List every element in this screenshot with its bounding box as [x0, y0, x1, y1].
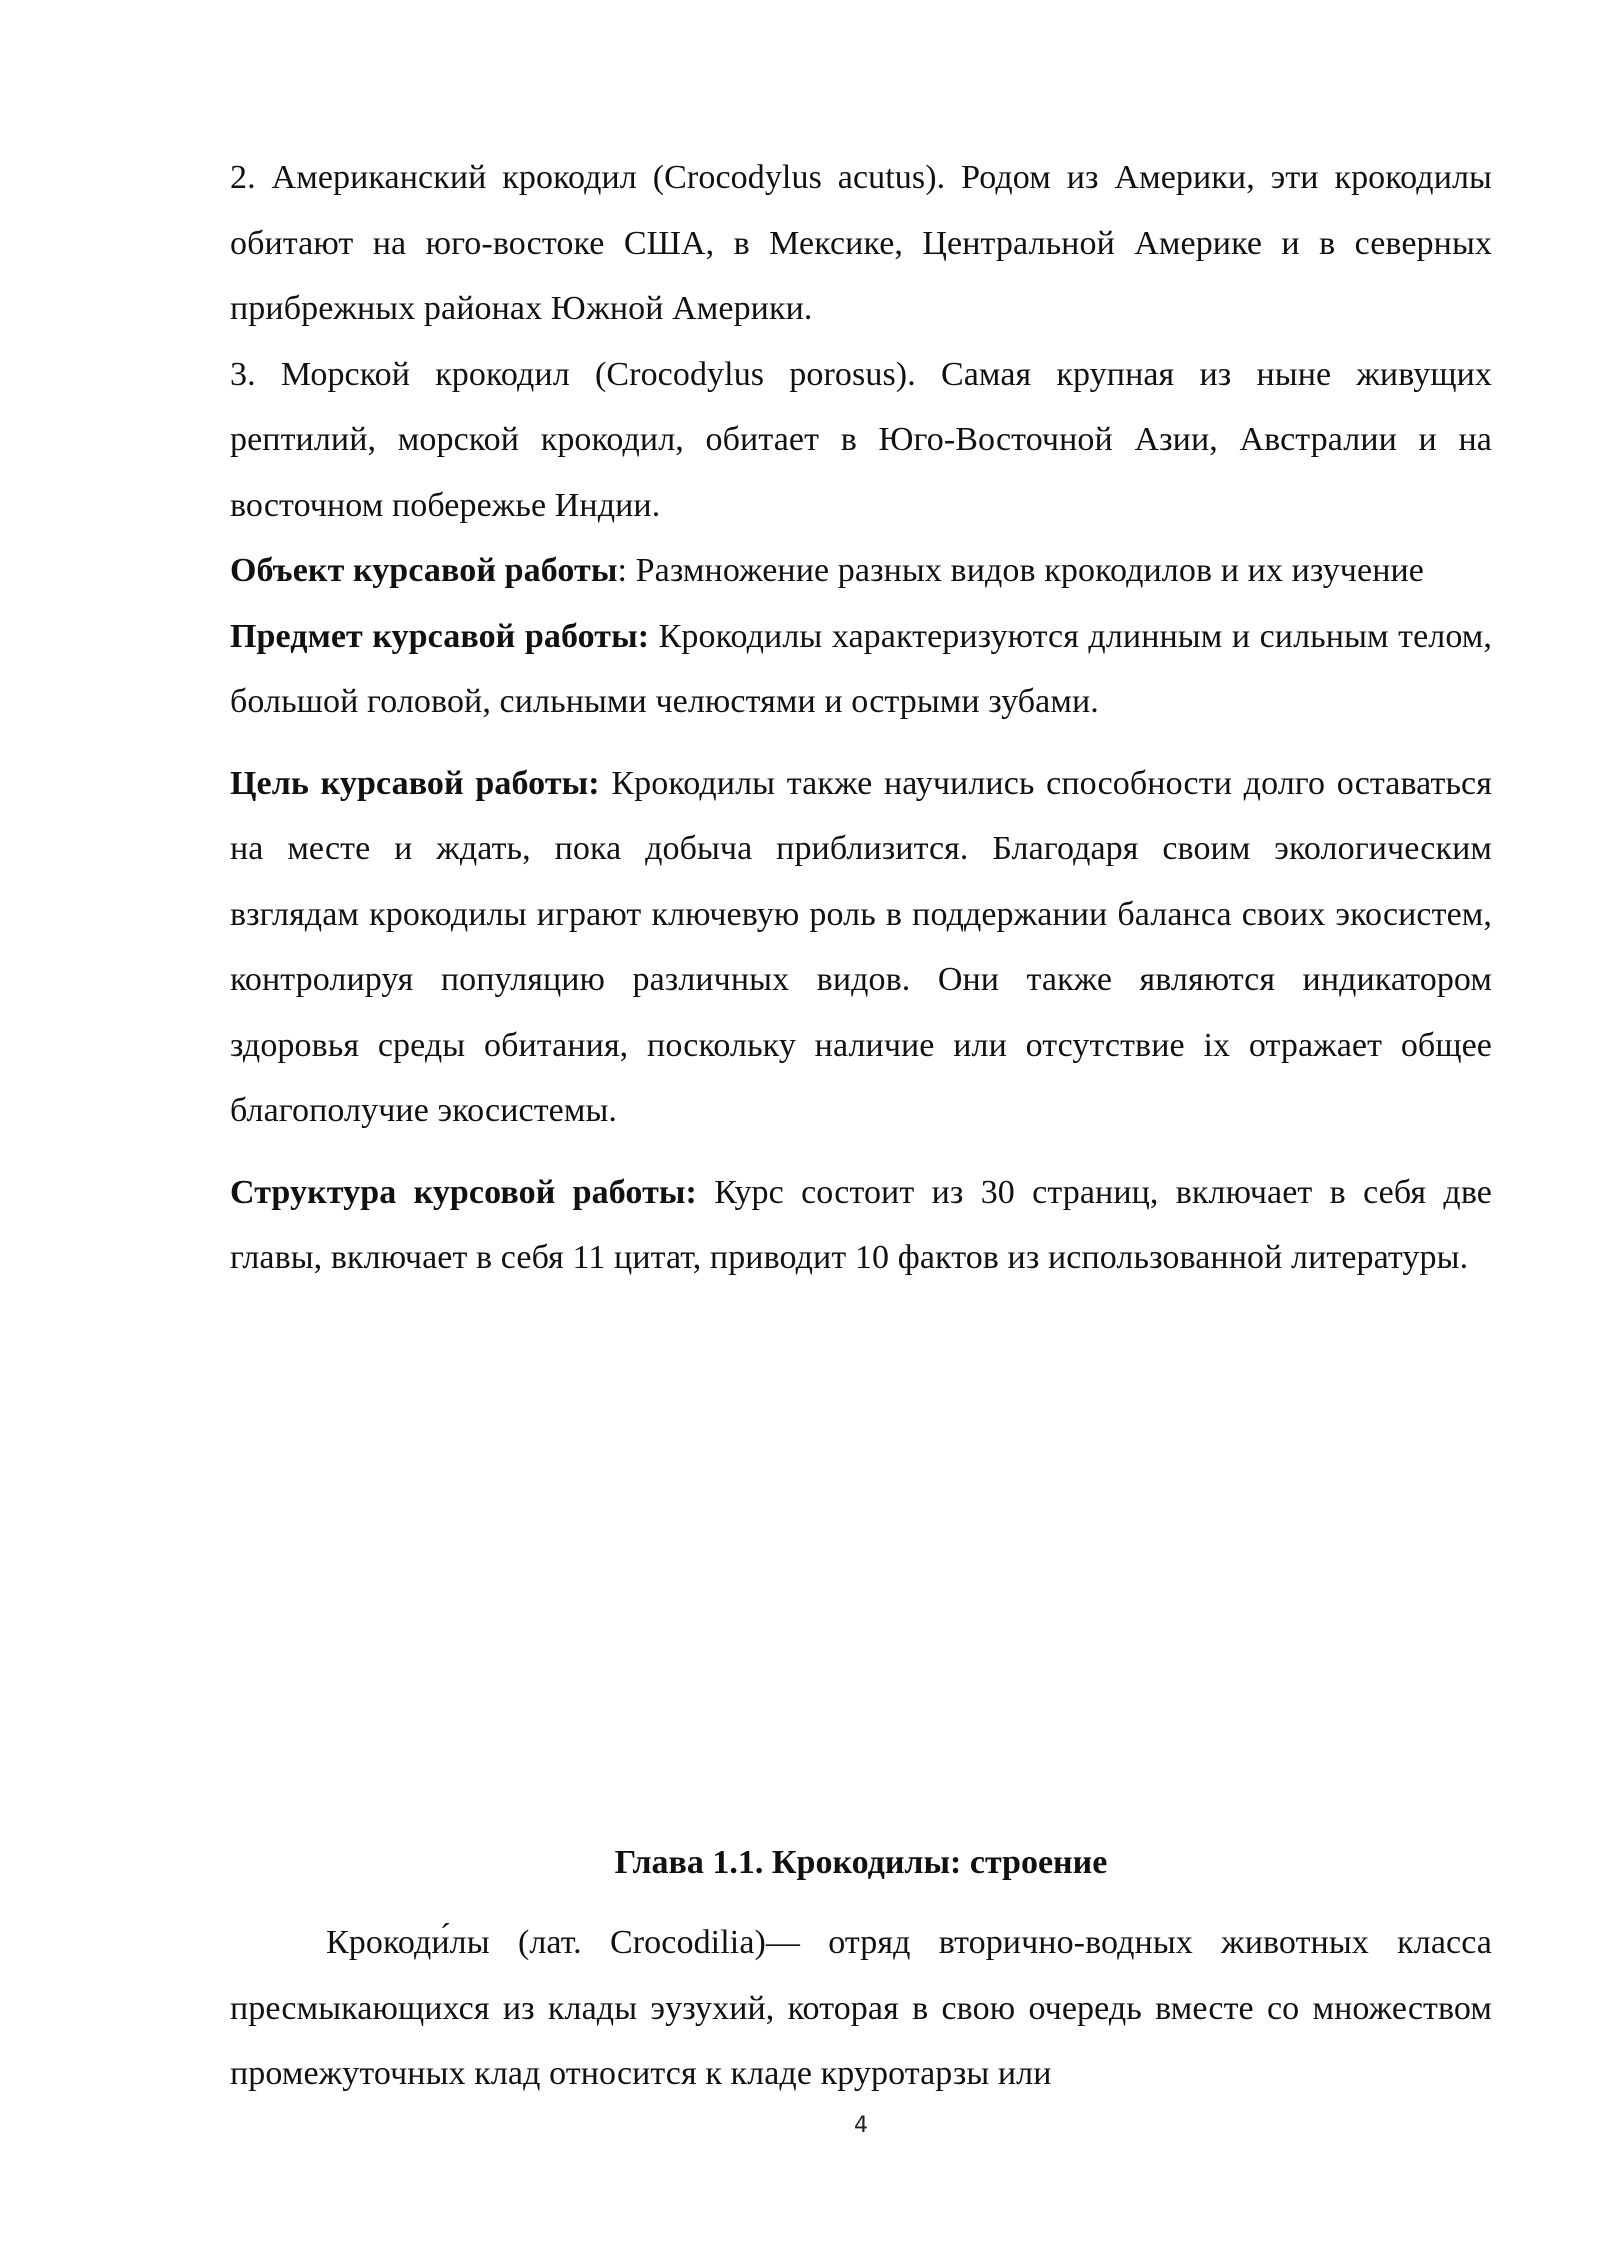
paragraph-marine-crocodile: 3. Морской крокодил (Crocodylus porosus). Самая крупная из ныне живущих рептилий, морской крокодил, обитает в Юго-Восточной Азии, Австралии и на восточном побережье Индии.	[230, 355, 1492, 524]
paragraph-american-crocodile: 2. Американский крокодил (Crocodylus acutus). Родом из Америки, эти крокодилы обитают на юго-востоке США, в Мексике, Центральной Америке и в северных прибрежных районах Южной Америки.	[230, 159, 1492, 327]
paragraph-subject	[230, 604, 1492, 735]
object-label: Объект курсавой работы	[230, 552, 618, 589]
chapter-intro-paragraph: Крокоди́лы (лат. Crocodilia)— отряд вторично-водных животных класса пресмыкающихся из клады эузухий, которая в свою очередь вместе со множеством промежуточных клад относится к кладе круротарзы или	[230, 1924, 1492, 2092]
document-page	[230, 145, 1492, 1291]
structure-label: Структура курсовой работы:	[230, 1173, 697, 1211]
chapter-body	[230, 1910, 1492, 2107]
goal-text: Крокодилы также научились способности долго оставаться на месте и ждать, пока добыча приблизится. Благодаря своим экологическим взглядам крокодилы играют ключевую роль в поддержании баланса своих экосистем, контролируя популяцию различных видов. Они также являются индикатором здоровья среды обитания, поскольку наличие или отсутствие іх отражает общее благополучие экосистемы.	[230, 764, 1492, 1129]
page-number: 4	[854, 2113, 868, 2138]
goal-label: Цель курсавой работы:	[230, 764, 600, 802]
paragraph-structure	[230, 1160, 1492, 1291]
structure-text: Курс состоит из 30 страниц, включает в себя две главы, включает в себя 11 цитат, приводит 10 фактов из использованной литературы.	[230, 1173, 1492, 1276]
subject-label: Предмет курсавой работы:	[230, 617, 650, 655]
paragraph-object	[230, 538, 1492, 604]
subject-text: Крокодилы характеризуются длинным и сильным телом, большой головой, сильными челюстями и острыми зубами.	[230, 617, 1492, 720]
chapter-title: Глава 1.1. Крокодилы: строение	[614, 1844, 1108, 1881]
object-text: : Размножение разных видов крокодилов и их изучение	[617, 552, 1424, 589]
paragraph-goal	[230, 751, 1492, 1144]
